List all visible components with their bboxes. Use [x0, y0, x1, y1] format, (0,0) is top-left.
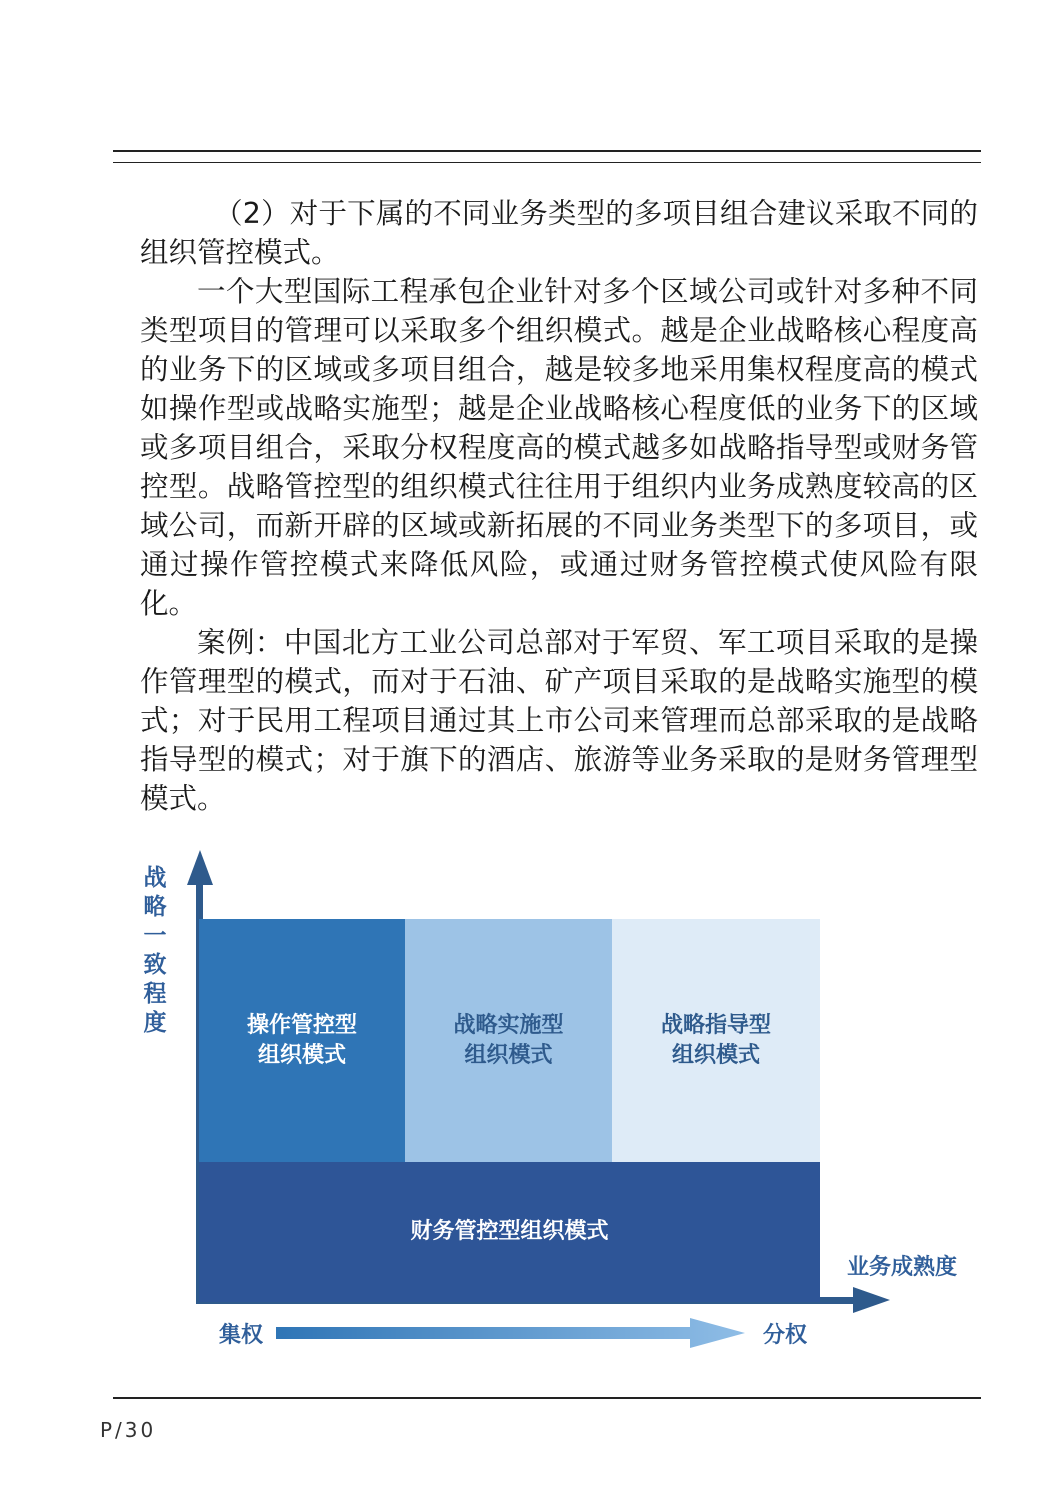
centralized-label: 集权 — [219, 1323, 264, 1348]
cell-implement-line1: 战略实施型 — [453, 1012, 564, 1038]
cell-operate-line1: 操作管控型 — [246, 1012, 357, 1038]
paragraph-2: 一个大型国际工程承包企业针对多个区域公司或针对多种不同类型项目的管理可以采取多个组织模式。越是企业战略核心程度高的业务下的区域或多项目组合，越是较多地采用集权程度高的模式如操作型或战略实施型；越是企业战略核心程度低的业务下的区域或多项目组合，采取分权程度高的模式越多如战略指导型或财务管控型。战略管控型的组织模式往往用于组织内业务成熟度较高的区域公司，而新开辟的区域或新拓展的不同业务类型下的多项目，或通过操作管控模式来降低风险，或通过财务管控模式使风险有限化。 — [140, 275, 978, 620]
cell-guide-model — [612, 919, 820, 1162]
y-axis-label: 战略一致程度 — [143, 865, 167, 1036]
paragraph-3: 案例：中国北方工业公司总部对于军贸、军工项目采取的是操作管理型的模式，而对于石油、矿产项目采取的是战略实施型的模式；对于民用工程项目通过其上市公司来管理而总部采取的是战略指导型的模式；对于旗下的酒店、旅游等业务采取的是财务管理型模式。 — [140, 626, 978, 815]
centralization-arrow — [276, 1318, 745, 1348]
org-model-diagram — [135, 850, 995, 1370]
paragraph-1: （2）对于下属的不同业务类型的多项目组合建议采取不同的组织管控模式。 — [140, 197, 978, 269]
cell-guide-line1: 战略指导型 — [660, 1012, 771, 1038]
header-rule-lower — [113, 162, 981, 163]
decentralized-label: 分权 — [763, 1323, 808, 1348]
footer-rule — [113, 1397, 981, 1399]
page-number: P/30 — [100, 1418, 157, 1442]
cell-implement-line2: 组织模式 — [464, 1042, 553, 1068]
x-axis-label: 业务成熟度 — [847, 1255, 958, 1280]
header-rule — [113, 150, 981, 152]
cell-implement-model — [405, 919, 612, 1162]
y-axis-arrowhead — [187, 850, 213, 885]
body-text — [140, 194, 978, 818]
cell-finance-model: 财务管控型组织模式 — [199, 1162, 820, 1302]
cell-guide-line2: 组织模式 — [671, 1042, 760, 1068]
cell-operate-model — [199, 919, 405, 1162]
x-axis-arrowhead — [853, 1287, 890, 1313]
cell-operate-line2: 组织模式 — [257, 1042, 346, 1068]
